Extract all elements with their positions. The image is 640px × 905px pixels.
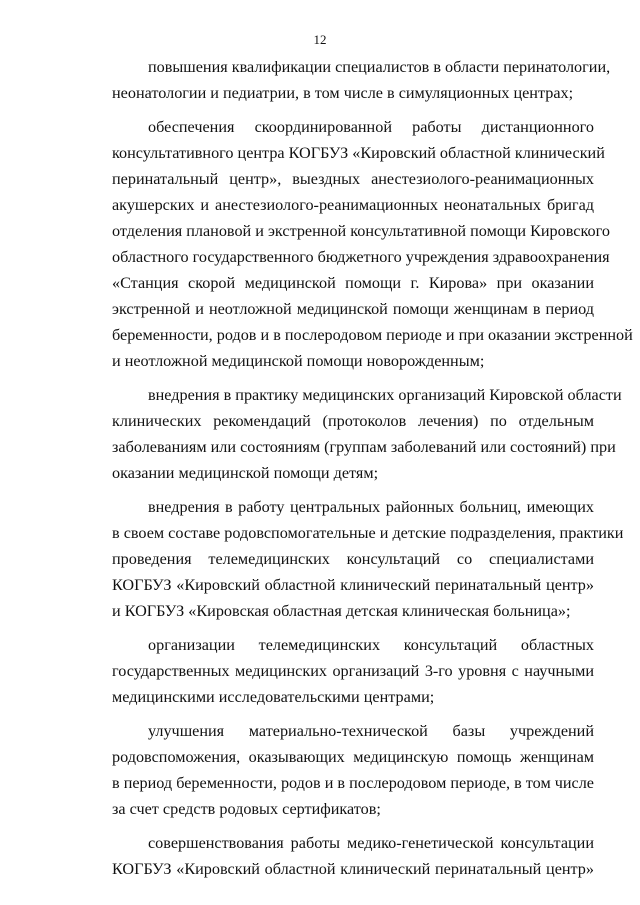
text-line: за счет средств родовых сертификатов; — [112, 800, 381, 818]
text-line: акушерских и анестезиолого-реанимационных неонатальных бригад — [112, 196, 594, 214]
text-line: медицинскими исследовательскими центрами; — [112, 688, 435, 706]
text-line: «Станция скорой медицинской помощи г. Кирова» при оказании — [112, 274, 594, 292]
paragraph-5 — [112, 632, 594, 710]
paragraph-1 — [112, 54, 611, 106]
paragraph-7 — [112, 830, 594, 882]
text-line: государственных медицинских организаций 3-го уровня с научными — [112, 662, 594, 680]
paragraph-4 — [112, 494, 624, 624]
text-line: клинических рекомендаций (протоколов лечения) по отдельным — [112, 412, 594, 430]
paragraph-6 — [112, 718, 594, 822]
text-line: в своем составе родовспомогательные и детские подразделения, практики — [112, 524, 624, 542]
text-line: родовспоможения, оказывающих медицинскую помощь женщинам — [112, 748, 594, 766]
text-line: заболеваниям или состояниям (группам заболеваний или состояний) при — [112, 438, 616, 456]
text-line: и неотложной медицинской помощи новорожденным; — [112, 352, 485, 370]
page-number: 12 — [313, 32, 327, 47]
paragraph-3 — [112, 382, 622, 486]
text-line: повышения квалификации специалистов в области перинатологии, — [148, 58, 611, 76]
paragraph-2 — [112, 114, 633, 374]
text-line: улучшения материально-технической базы учреждений — [148, 722, 594, 740]
text-line: беременности, родов и в послеродовом периоде и при оказании экстренной — [112, 326, 633, 344]
text-line: консультативного центра КОГБУЗ «Кировский областной клинический — [112, 144, 605, 162]
text-line: проведения телемедицинских консультаций со специалистами — [112, 550, 594, 568]
text-line: организации телемедицинских консультаций областных — [148, 636, 594, 654]
text-line: в период беременности, родов и в послеродовом периоде, в том числе — [112, 774, 594, 792]
text-line: неонатологии и педиатрии, в том числе в симуляционных центрах; — [112, 84, 574, 102]
text-line: отделения плановой и экстренной консультативной помощи Кировского — [112, 222, 610, 240]
text-line: обеспечения скоординированной работы дистанционного — [148, 118, 594, 136]
text-line: областного государственного бюджетного учреждения здравоохранения — [112, 248, 610, 266]
text-line: и КОГБУЗ «Кировская областная детская клиническая больница»; — [112, 602, 571, 620]
text-line: экстренной и неотложной медицинской помощи женщинам в период — [112, 300, 594, 318]
text-line: оказании медицинской помощи детям; — [112, 464, 379, 482]
text-line: внедрения в работу центральных районных больниц, имеющих — [148, 498, 594, 516]
text-line: перинатальный центр», выездных анестезиолого-реанимационных — [112, 170, 594, 188]
document-body — [112, 54, 633, 890]
text-line: КОГБУЗ «Кировский областной клинический перинатальный центр» — [112, 576, 594, 594]
text-line: внедрения в практику медицинских организаций Кировской области — [148, 386, 622, 404]
text-line: совершенствования работы медико-генетической консультации — [148, 834, 594, 852]
text-line: КОГБУЗ «Кировский областной клинический перинатальный центр» — [112, 860, 594, 878]
